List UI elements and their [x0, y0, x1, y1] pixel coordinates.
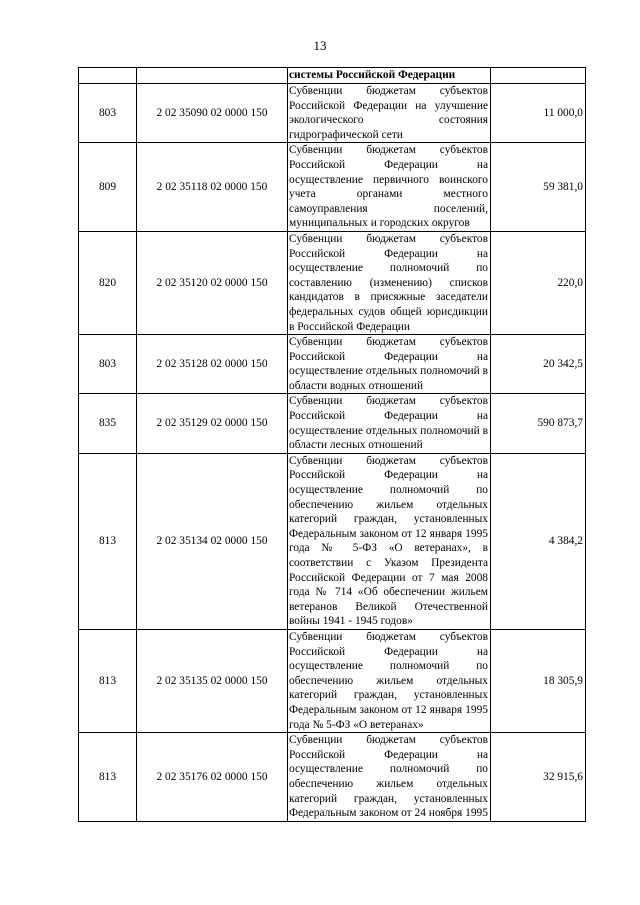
- cell-revenue-name: Субвенции бюджетам субъектов Российской Федерации на осуществление отдельных полномочий в области водных отношений: [288, 335, 491, 394]
- cell-admin-code: [79, 68, 137, 84]
- table-row: [79, 143, 586, 232]
- cell-revenue-name: Субвенции бюджетам субъектов Российской Федерации на осуществление полномочий по составлению (изменению) списков кандидатов в присяжные заседатели федеральных судов общей юрисдикции в Российской Федерации: [288, 231, 491, 334]
- cell-budget-code: 2 02 35118 02 0000 150: [137, 143, 288, 232]
- table-row: [79, 335, 586, 394]
- cell-amount: 11 000,0: [491, 84, 586, 143]
- table-row: [79, 453, 586, 629]
- cell-amount: 20 342,5: [491, 335, 586, 394]
- cell-budget-code: 2 02 35135 02 0000 150: [137, 629, 288, 732]
- cell-revenue-name: Субвенции бюджетам субъектов Российской Федерации на осуществление полномочий по обеспечению жильем отдельных категорий граждан, установленных Федеральным законом от 24 ноября 1995: [288, 733, 491, 822]
- cell-admin-code: 809: [79, 143, 137, 232]
- cell-admin-code: 820: [79, 231, 137, 334]
- cell-admin-code: 803: [79, 84, 137, 143]
- table-row: [79, 68, 586, 84]
- table-row: [79, 84, 586, 143]
- cell-budget-code: [137, 68, 288, 84]
- budget-table: [78, 67, 586, 822]
- cell-admin-code: 813: [79, 733, 137, 822]
- cell-revenue-name: системы Российской Федерации: [288, 68, 491, 84]
- cell-amount: 220,0: [491, 231, 586, 334]
- cell-revenue-name: Субвенции бюджетам субъектов Российской Федерации на осуществление отдельных полномочий в области лесных отношений: [288, 394, 491, 453]
- page-number: 13: [313, 38, 327, 53]
- table-row: [79, 733, 586, 822]
- table-row: [79, 394, 586, 453]
- cell-amount: 590 873,7: [491, 394, 586, 453]
- cell-amount: 32 915,6: [491, 733, 586, 822]
- cell-revenue-name: Субвенции бюджетам субъектов Российской Федерации на осуществление полномочий по обеспечению жильем отдельных категорий граждан, установленных Федеральным законом от 12 января 1995 года № 5-ФЗ «О ветеранах»: [288, 629, 491, 732]
- table-row: [79, 629, 586, 732]
- cell-amount: 4 384,2: [491, 453, 586, 629]
- cell-budget-code: 2 02 35090 02 0000 150: [137, 84, 288, 143]
- cell-budget-code: 2 02 35120 02 0000 150: [137, 231, 288, 334]
- cell-budget-code: 2 02 35134 02 0000 150: [137, 453, 288, 629]
- cell-amount: [491, 68, 586, 84]
- cell-budget-code: 2 02 35128 02 0000 150: [137, 335, 288, 394]
- table-row: [79, 231, 586, 334]
- cell-budget-code: 2 02 35129 02 0000 150: [137, 394, 288, 453]
- cell-amount: 59 381,0: [491, 143, 586, 232]
- cell-revenue-name: Субвенции бюджетам субъектов Российской Федерации на улучшение экологического состояния гидрографической сети: [288, 84, 491, 143]
- cell-revenue-name: Субвенции бюджетам субъектов Российской Федерации на осуществление первичного воинского учета органами местного самоуправления поселений, муниципальных и городских округов: [288, 143, 491, 232]
- cell-revenue-name: Субвенции бюджетам субъектов Российской Федерации на осуществление полномочий по обеспечению жильем отдельных категорий граждан, установленных Федеральным законом от 12 января 1995 года № 5-ФЗ «О ветеранах», в соответствии с Указом Президента Российской Федерации от 7 мая 2008 года № 714 «Об обеспечении жильем ветеранов Великой Отечественной войны 1941 - 1945 годов»: [288, 453, 491, 629]
- cell-admin-code: 813: [79, 453, 137, 629]
- cell-admin-code: 813: [79, 629, 137, 732]
- cell-admin-code: 803: [79, 335, 137, 394]
- cell-admin-code: 835: [79, 394, 137, 453]
- cell-amount: 18 305,9: [491, 629, 586, 732]
- cell-budget-code: 2 02 35176 02 0000 150: [137, 733, 288, 822]
